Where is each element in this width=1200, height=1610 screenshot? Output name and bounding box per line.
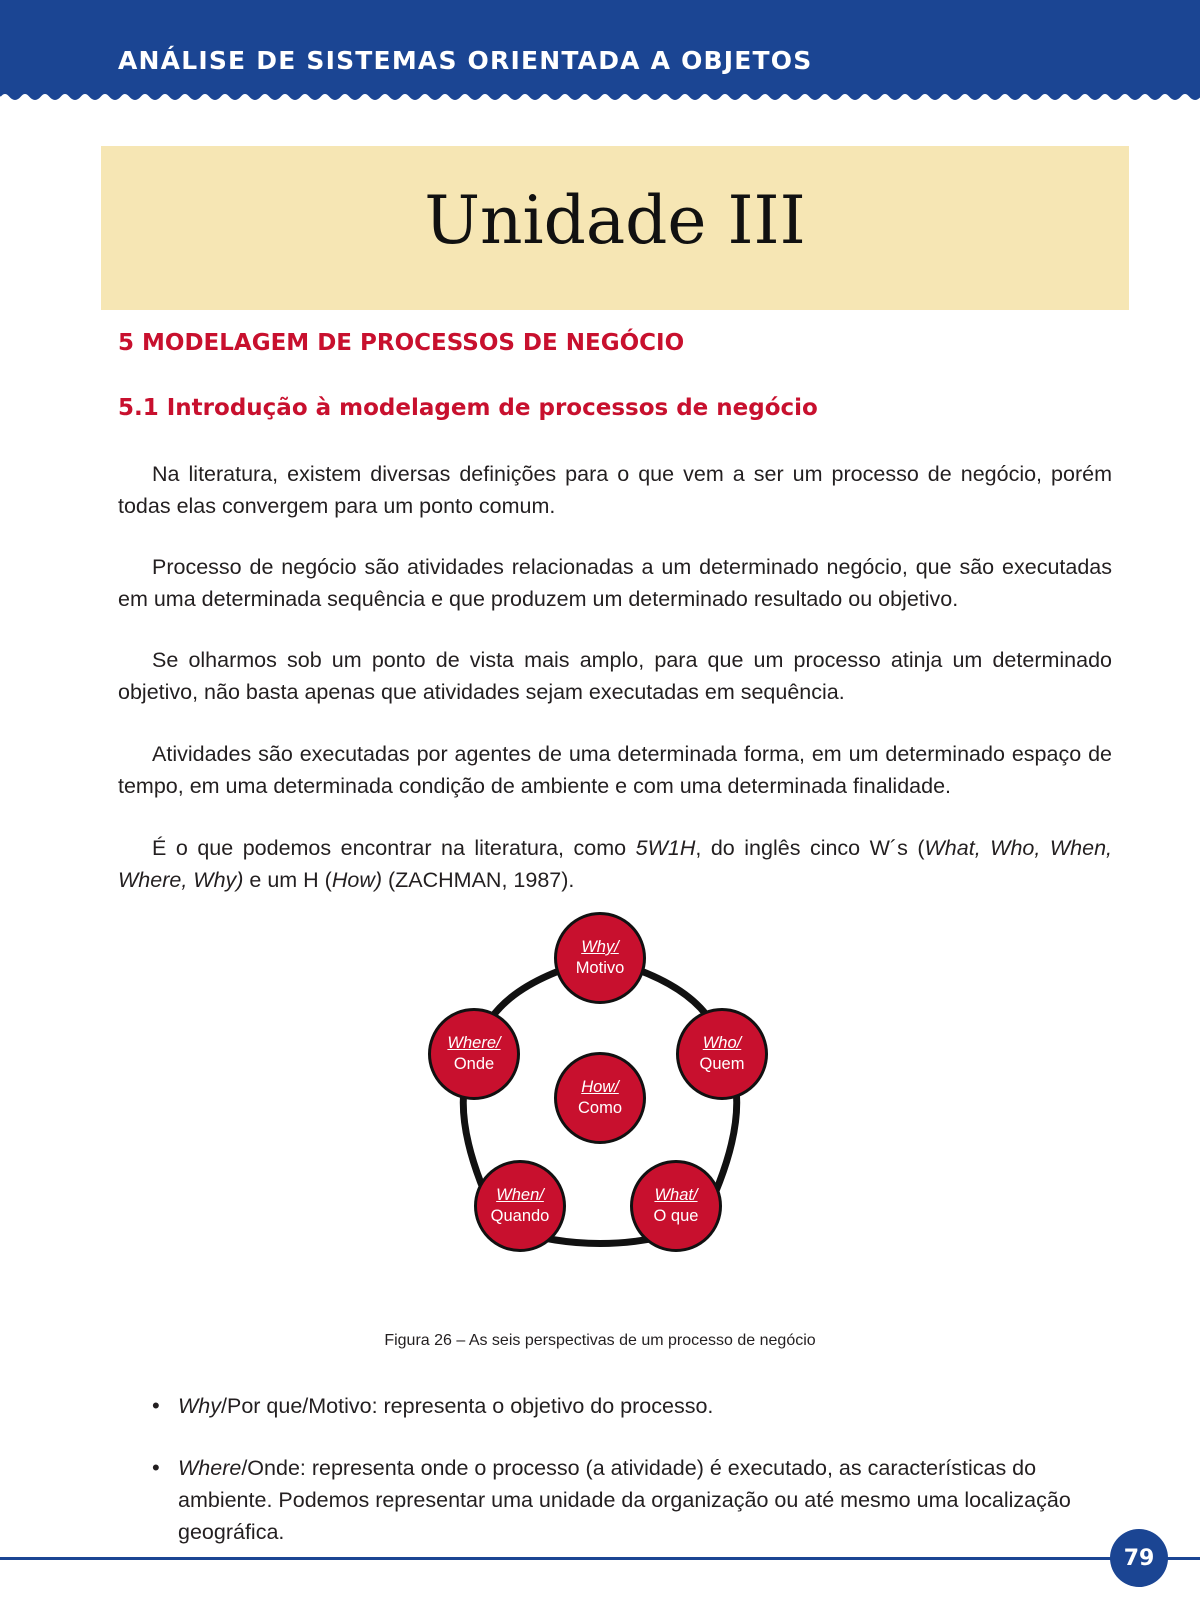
- paragraph-definitions: Na literatura, existem diversas definições para o que vem a ser um processo de negócio, porém todas elas convergem para um ponto comum.: [118, 462, 1112, 518]
- bullet-where-text: /Onde: representa onde o processo (a atividade) é executado, as características do ambiente. Podemos representar uma unidade da organização ou até mesmo uma localização geográfica.: [178, 1456, 1071, 1544]
- unit-banner: [101, 146, 1129, 310]
- node-why: [554, 912, 646, 1004]
- node-who-pt: Quem: [699, 1055, 745, 1073]
- node-when: [474, 1160, 566, 1252]
- bullet-where: [152, 1452, 1112, 1548]
- figure-caption: Figura 26 – As seis perspectivas de um processo de negócio: [384, 1332, 816, 1349]
- paragraph-broader-view: Se olharmos sob um ponto de vista mais amplo, para que um processo atinja um determinado objetivo, não basta apenas que atividades sejam executadas em sequência.: [118, 648, 1112, 704]
- node-where-pt: Onde: [453, 1055, 495, 1073]
- text-5w1h-english: , do inglês cinco W´s (: [695, 836, 925, 860]
- text-citation: (ZACHMAN, 1987).: [382, 868, 575, 892]
- node-how-en: How/: [581, 1078, 619, 1096]
- text-how: How): [331, 868, 383, 892]
- node-who-en: Who/: [702, 1034, 742, 1052]
- section-heading: 5.1 Introdução à modelagem de processos de negócio: [118, 395, 818, 421]
- node-what: [630, 1160, 722, 1252]
- text-and-h: e um H (: [243, 868, 332, 892]
- paragraph-5w1h: [118, 832, 1112, 896]
- bullet-dot: •: [152, 1393, 160, 1418]
- text-5w1h-term: 5W1H: [635, 836, 696, 860]
- text-5w-list: What, Who, When, Where, Why): [118, 836, 1113, 892]
- bullet-why-term: Why: [178, 1394, 221, 1418]
- text-5w1h-intro: É o que podemos encontrar na literatura, como: [152, 836, 636, 860]
- wave-border: [0, 84, 1200, 114]
- node-how-pt: Como: [577, 1099, 622, 1117]
- node-why-pt: Motivo: [575, 959, 625, 977]
- node-who: [676, 1008, 768, 1100]
- bullet-why: [152, 1390, 1112, 1422]
- node-when-en: When/: [496, 1186, 544, 1204]
- node-why-en: Why/: [581, 938, 619, 956]
- six-perspectives-diagram: [400, 916, 800, 1296]
- node-where-en: Where/: [447, 1034, 501, 1052]
- node-what-en: What/: [654, 1186, 698, 1204]
- page-number: 79: [1110, 1529, 1168, 1587]
- bullet-where-term: Where: [178, 1456, 242, 1480]
- node-where: [428, 1008, 520, 1100]
- running-title: ANÁLISE DE SISTEMAS ORIENTADA A OBJETOS: [118, 46, 813, 75]
- bullet-dot: •: [152, 1455, 160, 1480]
- node-how-center: [554, 1052, 646, 1144]
- bullet-why-text: /Por que/Motivo: representa o objetivo do processo.: [221, 1394, 714, 1418]
- chapter-heading: 5 MODELAGEM DE PROCESSOS DE NEGÓCIO: [118, 330, 685, 356]
- node-when-pt: Quando: [490, 1207, 550, 1225]
- paragraph-business-process: Processo de negócio são atividades relacionadas a um determinado negócio, que são executadas em uma determinada sequência e que produzem um determinado resultado ou objetivo.: [118, 555, 1112, 611]
- footer-rule: [0, 1557, 1200, 1560]
- paragraph-activities: Atividades são executadas por agentes de uma determinada forma, em um determinado espaço de tempo, em uma determinada condição de ambiente e com uma determinada finalidade.: [118, 742, 1112, 798]
- node-what-pt: O que: [653, 1207, 699, 1225]
- unit-title: Unidade III: [424, 182, 806, 259]
